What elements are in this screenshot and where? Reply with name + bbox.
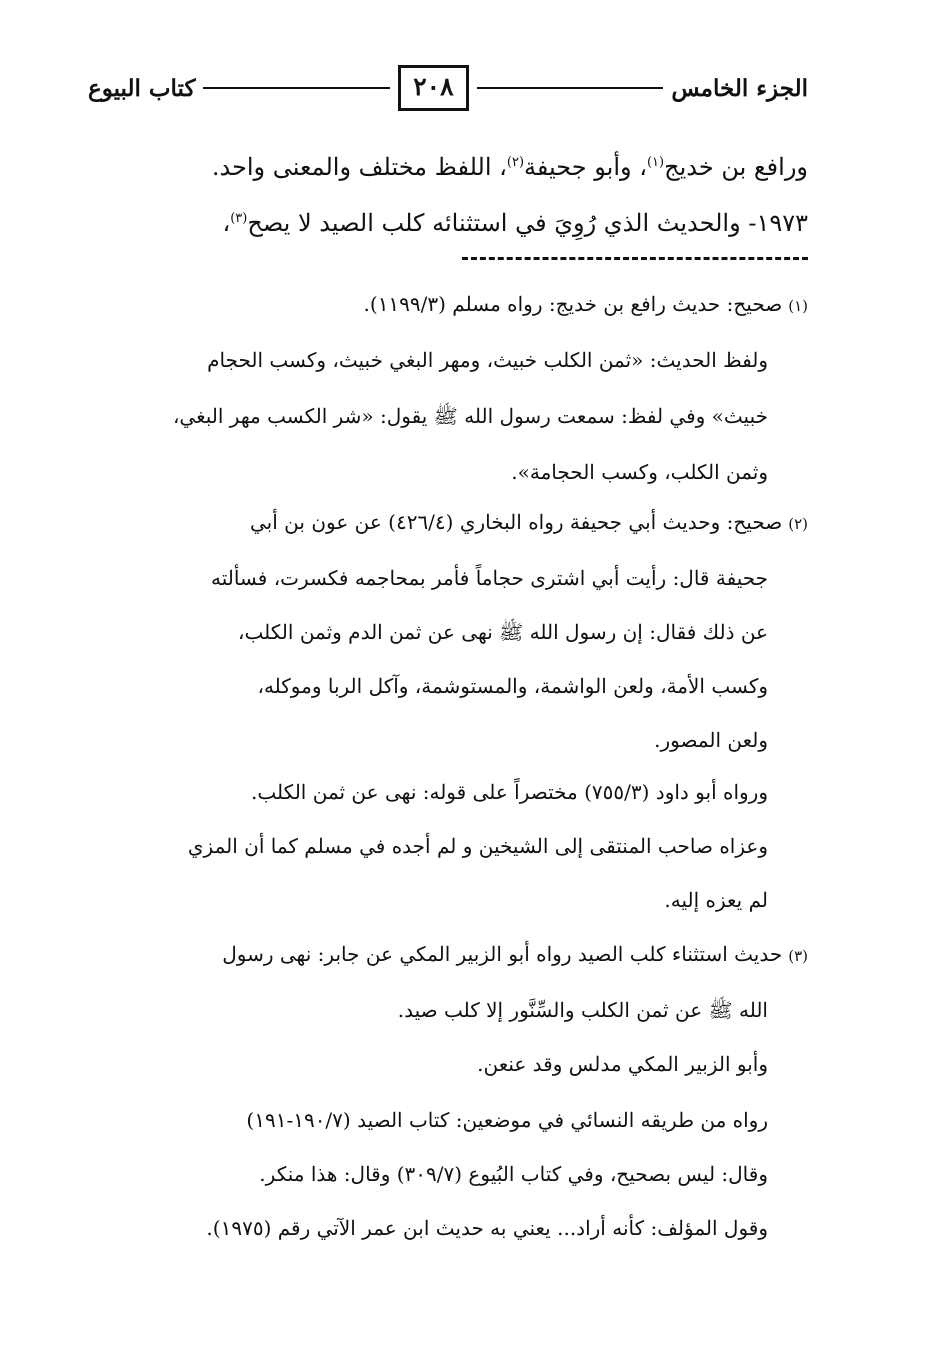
footnote-2-line-5 — [96, 712, 768, 768]
header-part: الجزء الخامس — [671, 74, 808, 102]
footnote-ref-1: (١) — [646, 155, 665, 170]
footnote-text: ورواه أبو داود (٧٥٥/٣) مختصراً على قوله: نهى عن ثمن الكلب. — [251, 780, 768, 804]
footnote-ref-2: (٢) — [506, 155, 525, 170]
footnote-3-line-1 — [96, 926, 808, 984]
footnote-text: وقال: ليس بصحيح، وفي كتاب البُيوع (٣٠٩/٧) وقال: هذا منكر. — [259, 1162, 768, 1186]
footnote-text: وكسب الأمة، ولعن الواشمة، والمستوشمة، وآكل الربا وموكله، — [257, 674, 768, 698]
footnote-2-line-4 — [96, 658, 768, 714]
main-text-seg: ، وأبو جحيفة — [524, 153, 647, 181]
footnote-3-line-5 — [96, 1146, 768, 1202]
footnote-1-line-3 — [96, 388, 768, 444]
footnote-2-line-1 — [96, 494, 808, 552]
footnote-text: الله ﷺ عن ثمن الكلب والسِّنَّور إلا كلب صيد. — [397, 998, 768, 1022]
footnote-3-line-3 — [96, 1036, 768, 1092]
footnote-number: (٢) — [788, 515, 808, 533]
footnote-2-line-7 — [96, 818, 768, 874]
footnote-2-line-2 — [96, 550, 768, 606]
footnote-text: وثمن الكلب، وكسب الحجامة». — [511, 460, 768, 484]
footnote-text: لم يعزه إليه. — [664, 888, 768, 912]
footnote-3-line-6 — [96, 1200, 768, 1256]
header-rule-left — [203, 87, 390, 89]
footnote-number: (١) — [788, 297, 808, 315]
footnote-text: ولفظ الحديث: «ثمن الكلب خبيث، ومهر البغي خبيث، وكسب الحجام — [207, 348, 768, 372]
footnote-text: صحيح: حديث رافع بن خديج: رواه مسلم (١١٩٩/٣). — [363, 292, 783, 316]
footnote-1-line-1 — [96, 276, 808, 334]
footnote-separator — [462, 257, 808, 260]
main-text-seg: ، اللفظ مختلف والمعنى واحد. — [211, 153, 507, 181]
footnote-text: عن ذلك فقال: إن رسول الله ﷺ نهى عن ثمن الدم وثمن الكلب، — [238, 620, 768, 644]
hadith-text: ١٩٧٣- والحديث الذي رُوِيَ في استثنائه كلب الصيد لا يصح — [247, 209, 808, 237]
footnote-text: حديث استثناء كلب الصيد رواه أبو الزبير المكي عن جابر: نهى رسول — [222, 942, 783, 966]
footnote-2-line-6 — [96, 764, 768, 820]
footnote-3-line-2 — [96, 982, 768, 1038]
footnote-2-line-8 — [96, 872, 768, 928]
footnote-3-line-4 — [96, 1092, 768, 1148]
footnote-text: وأبو الزبير المكي مدلس وقد عنعن. — [477, 1052, 768, 1076]
footnote-text: صحيح: وحديث أبي جحيفة رواه البخاري (٤٢٦/٤) عن عون بن أبي — [250, 510, 783, 534]
main-text-seg: ، — [222, 209, 231, 237]
running-header — [88, 62, 808, 114]
header-book: كتاب البيوع — [88, 74, 196, 102]
footnote-1-line-2 — [96, 332, 768, 388]
footnote-text: خبيث» وفي لفظ: سمعت رسول الله ﷺ يقول: «شر الكسب مهر البغي، — [172, 404, 768, 428]
footnote-1-line-4 — [96, 444, 768, 500]
footnote-text: ولعن المصور. — [654, 728, 768, 752]
page-number: ٢٠٨ — [398, 65, 468, 111]
main-text-seg: ورافع بن خديج — [664, 153, 808, 181]
footnote-2-line-3 — [96, 604, 768, 660]
footnote-number: (٣) — [788, 947, 808, 965]
header-rule-right — [477, 87, 664, 89]
footnote-ref-3: (٣) — [230, 211, 248, 226]
footnote-text: رواه من طريقه النسائي في موضعين: كتاب الصيد (١٩٠/٧-١٩١) — [246, 1108, 768, 1132]
main-text-line-2 — [128, 198, 808, 248]
main-text-line-1 — [128, 142, 808, 192]
footnote-text: وقول المؤلف: كأنه أراد... يعني به حديث ابن عمر الآتي رقم (١٩٧٥). — [206, 1216, 768, 1240]
footnote-text: جحيفة قال: رأيت أبي اشترى حجاماً فأمر بمحاجمه فكسرت، فسألته — [210, 566, 768, 590]
footnote-text: وعزاه صاحب المنتقى إلى الشيخين و لم أجده في مسلم كما أن المزي — [187, 834, 768, 858]
